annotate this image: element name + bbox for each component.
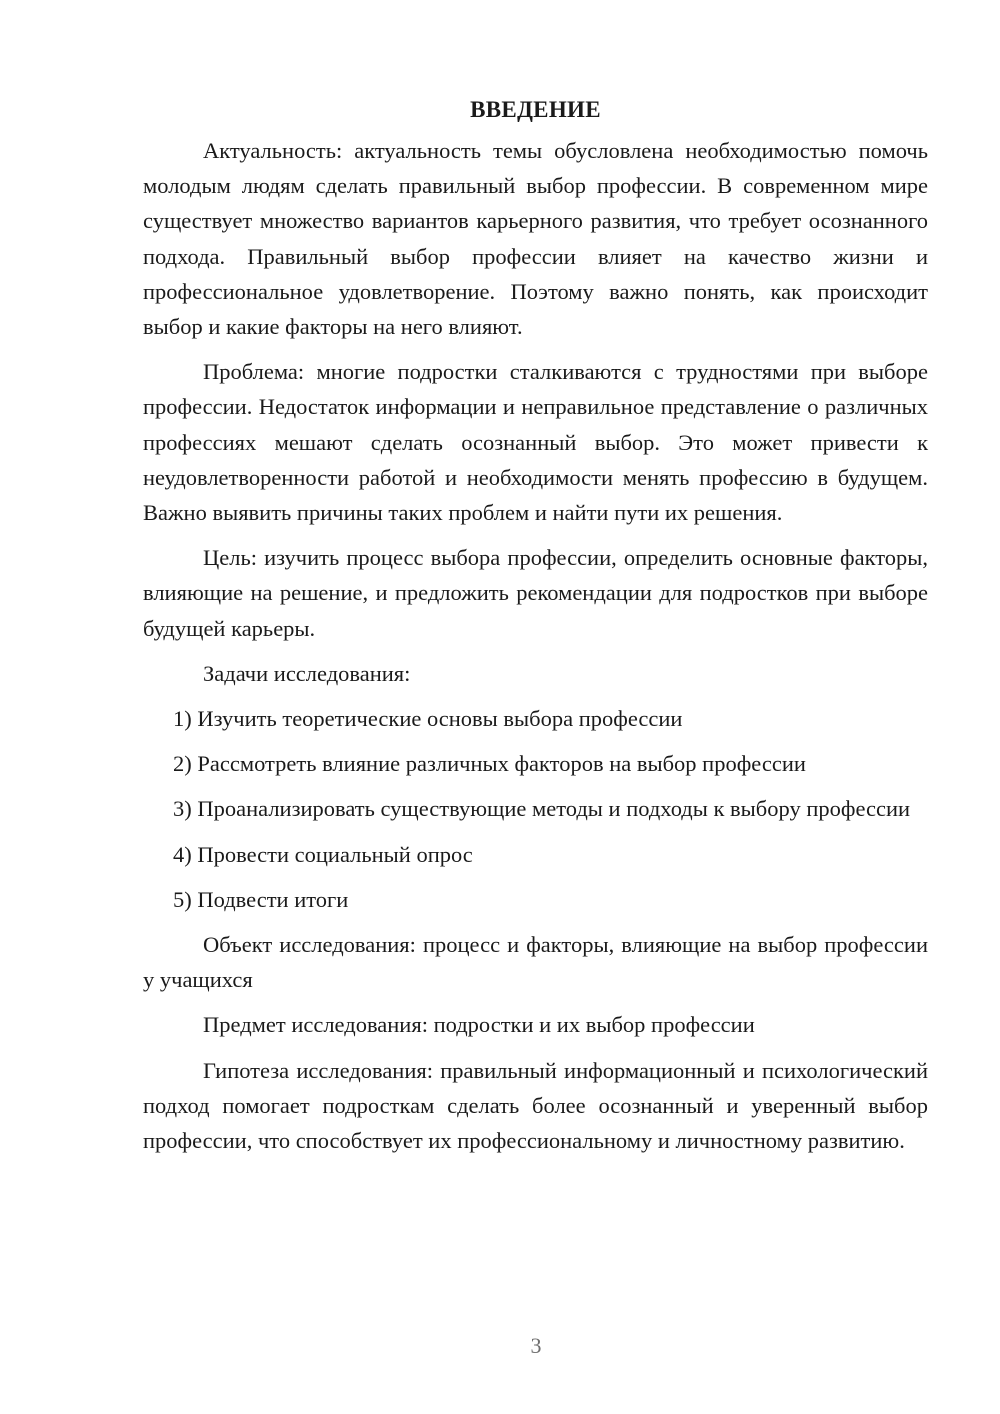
task-item-4: 4) Провести социальный опрос	[173, 841, 473, 867]
page-number: 3	[530, 1333, 542, 1358]
task-item-3: 3) Проанализировать существующие методы и подходы к выбору профессии	[173, 796, 911, 822]
document-page	[143, 92, 928, 1168]
object-paragraph: Объект исследования: процесс и факторы, влияющие на выбор профессии у учащихся	[143, 932, 928, 993]
tasks-heading: Задачи исследования:	[203, 660, 411, 686]
problem-paragraph: Проблема: многие подростки сталкиваются с трудностями при выборе профессии. Недостаток информации и неправильное представление о различных профессиях мешают сделать осознанный выбор. Это может привести к неудовлетворенности работой и необходимости менять профессию в будущем. Важно выявить причины таких проблем и найти пути их решения.	[143, 359, 928, 526]
goal-paragraph: Цель: изучить процесс выбора профессии, определить основные факторы, влияющие на решение, и предложить рекомендации для подростков при выборе будущей карьеры.	[143, 545, 928, 641]
relevance-paragraph: Актуальность: актуальность темы обусловлена необходимостью помочь молодым людям сделать правильный выбор профессии. В современном мире существует множество вариантов карьерного развития, что требует осознанного подхода. Правильный выбор профессии влияет на качество жизни и профессиональное удовлетворение. Поэтому важно понять, как происходит выбор и какие факторы на него влияют.	[143, 138, 928, 340]
subject-paragraph: Предмет исследования: подростки и их выбор профессии	[203, 1012, 755, 1038]
task-item-1: 1) Изучить теоретические основы выбора профессии	[173, 706, 683, 732]
section-heading: ВВЕДЕНИЕ	[470, 97, 601, 122]
hypothesis-paragraph: Гипотеза исследования: правильный информационный и психологический подход помогает подросткам сделать более осознанный и уверенный выбор профессии, что способствует их профессиональному и личностному развитию.	[143, 1057, 928, 1154]
task-item-5: 5) Подвести итоги	[173, 886, 349, 912]
task-item-2: 2) Рассмотреть влияние различных факторов на выбор профессии	[173, 751, 806, 777]
